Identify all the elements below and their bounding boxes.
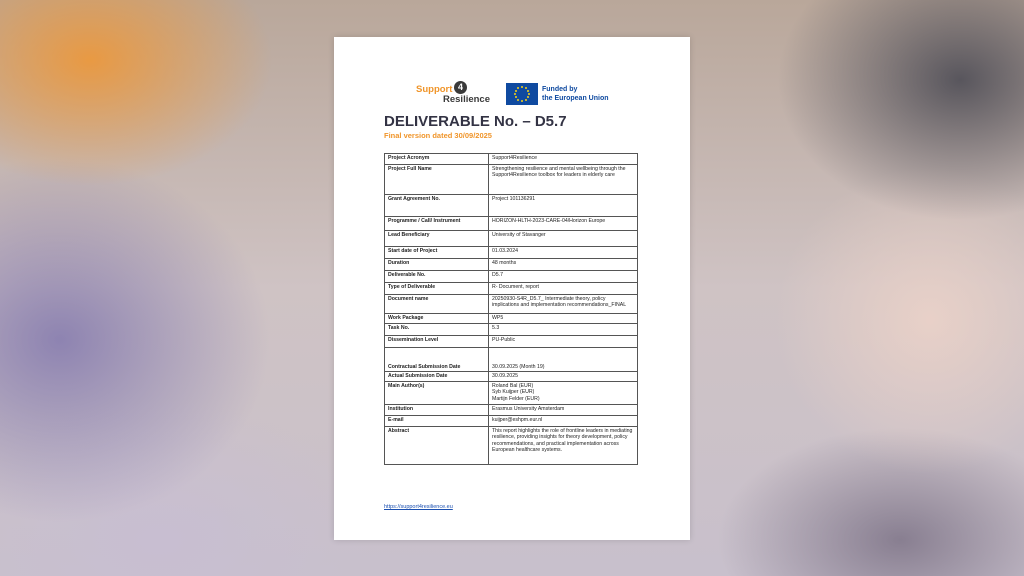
table-row [385,247,638,259]
row-label: Task No. [385,324,489,336]
website-link[interactable]: https://support4resilience.eu [384,504,453,510]
row-value: This report highlights the role of frontline leaders in mediating resilience, providing insights for theory development, policy recommendations, and practical implementation across European healthcare systems. [489,427,638,465]
page-title: DELIVERABLE No. – D5.7 [384,113,567,130]
table-row [385,259,638,271]
deliverable-info-body [385,154,638,465]
row-value: R- Document, report [489,283,638,295]
row-value: Erasmus University Amsterdam [489,405,638,416]
row-label: Duration [385,259,489,271]
row-label: Type of Deliverable [385,283,489,295]
row-label: Project Full Name [385,165,489,195]
eu-funding-text [542,85,609,103]
row-label: Document name [385,295,489,314]
row-label: Main Author(s) [385,382,489,405]
table-row [385,336,638,348]
table-row [385,382,638,405]
eu-funding-line1: Funded by [542,86,578,93]
row-label: Abstract [385,427,489,465]
deliverable-info-table [384,153,638,465]
document-page [334,37,690,540]
row-label: Start date of Project [385,247,489,259]
row-label: Lead Beneficiary [385,231,489,247]
row-label: Institution [385,405,489,416]
row-value: 30.09.2025 (Month 19) [489,348,638,372]
logo-resilience-text: Resilience [443,94,490,105]
table-row [385,283,638,295]
table-row [385,165,638,195]
page-subtitle: Final version dated 30/09/2025 [384,131,492,140]
row-value: kuijper@eshpm.eur.nl [489,416,638,427]
row-value: 30.09.2025 [489,372,638,382]
row-value: Roland Bal (EUR) Syb Kuijper (EUR) Martijn Felder (EUR) [489,382,638,405]
table-row [385,427,638,465]
row-value: Project 101136291 [489,195,638,217]
table-row [385,324,638,336]
row-label: Deliverable No. [385,271,489,283]
row-value: University of Stavanger [489,231,638,247]
table-row [385,195,638,217]
row-label: Project Acronym [385,154,489,165]
row-value: D5.7 [489,271,638,283]
row-value: Strengthening resilience and mental wellbeing through the Support4Resilience toolbox for leaders in elderly care [489,165,638,195]
row-value: 01.03.2024 [489,247,638,259]
table-row [385,217,638,231]
table-row [385,405,638,416]
eu-funding-line2: the European Union [542,95,609,102]
row-label: Dissemination Level [385,336,489,348]
row-label: Grant Agreement No. [385,195,489,217]
table-row [385,372,638,382]
row-value: WP5 [489,314,638,324]
row-value: Support4Resilience [489,154,638,165]
table-row [385,231,638,247]
logo-support-text: Support [416,84,453,95]
table-row [385,295,638,314]
table-row [385,348,638,372]
row-value: 48 months [489,259,638,271]
row-label: E-mail [385,416,489,427]
row-label: Actual Submission Date [385,372,489,382]
row-value: 5.3 [489,324,638,336]
row-value: HORIZON-HLTH-2023-CARE-04/Horizon Europe [489,217,638,231]
support4resilience-logo [416,81,504,107]
row-label: Work Package [385,314,489,324]
eu-flag-icon [506,83,538,105]
logo-area [416,81,616,107]
table-row [385,154,638,165]
row-label: Programme / Call/ Instrument [385,217,489,231]
row-label: Contractual Submission Date [385,348,489,372]
row-value: 20250930-S4R_D5.7_ Intermediate theory, policy implications and implementation recommendations_FINAL [489,295,638,314]
eu-funding-logo [506,83,618,105]
logo-four-badge: 4 [454,81,467,94]
table-row [385,416,638,427]
table-row [385,314,638,324]
table-row [385,271,638,283]
row-value: PU-Public [489,336,638,348]
